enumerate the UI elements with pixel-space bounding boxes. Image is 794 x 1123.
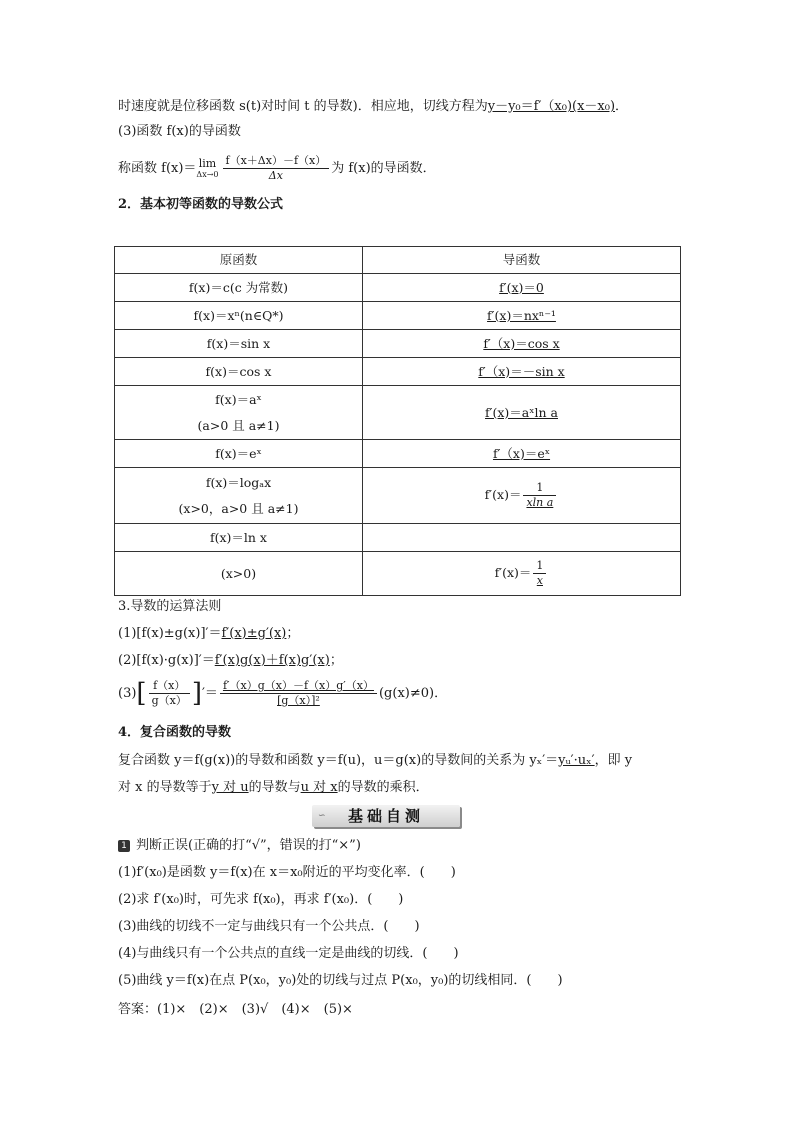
text-span: ； (329, 653, 343, 668)
table-row (115, 386, 681, 440)
table-cell (115, 468, 363, 524)
table-cell (115, 386, 363, 440)
text-span: (1)[f(x)±g(x)]′＝ (118, 626, 222, 641)
fraction-denominator: x (536, 574, 543, 587)
inner-fraction (149, 679, 190, 708)
quiz-item: (2)求 f′(x₀)时，可先求 f(x₀)，再求 f′(x₀)．( ) (118, 892, 404, 907)
text-span: 的导数与 (248, 780, 301, 795)
cell-line: f(x)＝aˣ (215, 391, 262, 407)
fraction-denominator: Δx (268, 169, 283, 182)
wave-icon: ∽ (318, 811, 326, 821)
text-line (118, 779, 429, 797)
table-row (115, 552, 681, 596)
quiz-instruction (118, 837, 361, 855)
rule-line (118, 677, 447, 711)
text-span: ； (286, 626, 300, 641)
banner-title: 基础自测 (347, 807, 424, 825)
table-cell (363, 358, 681, 386)
table-cell: f(x)＝cos x (115, 358, 363, 386)
table-header: 原函数 (115, 247, 363, 274)
cell-fraction (533, 559, 546, 588)
answer-line: 答案：(1)× (2)× (3)√ (4)× (5)× (118, 1002, 353, 1017)
derivative-table (114, 246, 681, 596)
text-line (118, 98, 628, 116)
table-cell: f(x)＝xⁿ(n∈Q*) (115, 302, 363, 330)
instruction-text: 判断正误(正确的打“√”，错误的打“×”) (136, 838, 361, 853)
table-cell (363, 330, 681, 358)
cell-value: f′（x)＝eˣ (492, 445, 551, 461)
table-row (115, 330, 681, 358)
table-cell: f(x)＝c(c 为常数) (115, 274, 363, 302)
cell-value: f′(x)＝nxⁿ⁻¹ (487, 307, 556, 323)
quiz-item: (3)曲线的切线不一定与曲线只有一个公共点．( ) (118, 919, 420, 934)
number-badge-icon: 1 (118, 840, 130, 852)
text-span: 对 x 的导数等于 (118, 780, 212, 795)
fraction-numerator: 1 (533, 559, 546, 574)
table-cell (363, 440, 681, 468)
cell-line: (x>0，a>0 且 a≠1) (178, 500, 299, 516)
text-span: 的导数的乘积． (337, 780, 429, 795)
quiz-item: (1)f′(x₀)是函数 y＝f(x)在 x＝x₀附近的平均变化率．( ) (118, 865, 456, 880)
table-row (115, 524, 681, 552)
left-bracket: [ (136, 678, 147, 709)
fraction-numerator: f′（x）g（x）－f（x）g′（x） (220, 679, 377, 694)
cell-prefix: f′(x)＝ (494, 565, 532, 580)
fraction-denominator: [g（x）]² (277, 694, 320, 707)
text-line (118, 752, 632, 770)
quiz-item: (4)与曲线只有一个公共点的直线一定是曲线的切线．( ) (118, 946, 459, 961)
table-row (115, 358, 681, 386)
rule-answer: f′(x)g(x)＋f(x)g′(x) (214, 653, 330, 668)
table-cell (363, 468, 681, 524)
cell-line: f(x)＝logₐx (205, 474, 272, 490)
rule-answer: f′(x)±g′(x) (221, 626, 287, 641)
rule-line (118, 625, 299, 643)
limit-subscript: Δx→0 (196, 169, 219, 179)
right-bracket: ] (191, 678, 202, 709)
table-row (115, 468, 681, 524)
text-span: (3) (118, 686, 137, 701)
text-span: 复合函数 y＝f(g(x))的导数和函数 y＝f(u)，u＝g(x)的导数间的关系为 yₓ′＝ (118, 753, 559, 768)
quotient-fraction (220, 679, 377, 708)
cell-fraction (523, 481, 556, 510)
limit-symbol (196, 158, 218, 180)
cell-value: f′（x)＝－sin x (478, 363, 565, 379)
text-span: 时速度就是位移函数 s(t)对时间 t 的导数)．相应地，切线方程为 (118, 99, 488, 114)
cell-value: f′（x)＝cos x (483, 335, 560, 351)
section-title: 3.导数的运算法则 (118, 599, 222, 614)
text-span: (2)[f(x)·g(x)]′＝ (118, 653, 215, 668)
tangent-equation: y－y₀＝f′（x₀)(x－x₀) (487, 99, 616, 114)
chain-rule-answer: yᵤ′·uₓ′ (558, 753, 595, 768)
table-cell: f(x)＝eˣ (115, 440, 363, 468)
limit-text: lim (198, 156, 217, 170)
cell-value: f′(x)＝0 (499, 279, 544, 295)
table-cell: f(x)＝sin x (115, 330, 363, 358)
table-cell (363, 274, 681, 302)
table-cell (363, 302, 681, 330)
table-row (115, 302, 681, 330)
table-row (115, 440, 681, 468)
table-cell: (x>0) (115, 552, 363, 596)
fraction-numerator: f（x＋Δx）－f（x） (223, 154, 330, 169)
text-span: ． (615, 99, 629, 114)
rule-line (118, 652, 343, 670)
section-title: 2．基本初等函数的导数公式 (118, 197, 284, 212)
table-row (115, 274, 681, 302)
table-header: 导函数 (363, 247, 681, 274)
text-span: 称函数 f(x)＝ (118, 161, 197, 176)
section-title: 4．复合函数的导数 (118, 725, 232, 740)
section-banner (312, 805, 460, 827)
text-span: 为 f(x)的导函数． (331, 161, 436, 176)
table-header-row (115, 247, 681, 274)
fraction-denominator: xln a (526, 496, 554, 509)
table-cell: f(x)＝ln x (115, 524, 363, 552)
fraction-numerator: f（x） (149, 679, 190, 694)
fraction-denominator: g（x） (151, 694, 187, 707)
table-cell (363, 552, 681, 596)
text-span: (g(x)≠0)． (378, 686, 448, 701)
cell-value: f′(x)＝aˣln a (485, 404, 558, 420)
chain-rule-answer: y 对 u (211, 780, 249, 795)
cell-prefix: f′(x)＝ (484, 487, 522, 502)
text-span: ′＝ (201, 686, 218, 701)
quiz-item: (5)曲线 y＝f(x)在点 P(x₀，y₀)处的切线与过点 P(x₀，y₀)的切线相同．( ) (118, 973, 563, 988)
chain-rule-answer: u 对 x (300, 780, 338, 795)
subsection-title: (3)函数 f(x)的导函数 (118, 124, 241, 139)
table-cell (363, 524, 681, 552)
derivative-definition (118, 154, 436, 184)
derivative-fraction (223, 154, 330, 183)
table-cell (363, 386, 681, 440)
cell-line: (a>0 且 a≠1) (197, 417, 280, 433)
fraction-numerator: 1 (523, 481, 556, 496)
text-span: ，即 y (594, 753, 633, 768)
